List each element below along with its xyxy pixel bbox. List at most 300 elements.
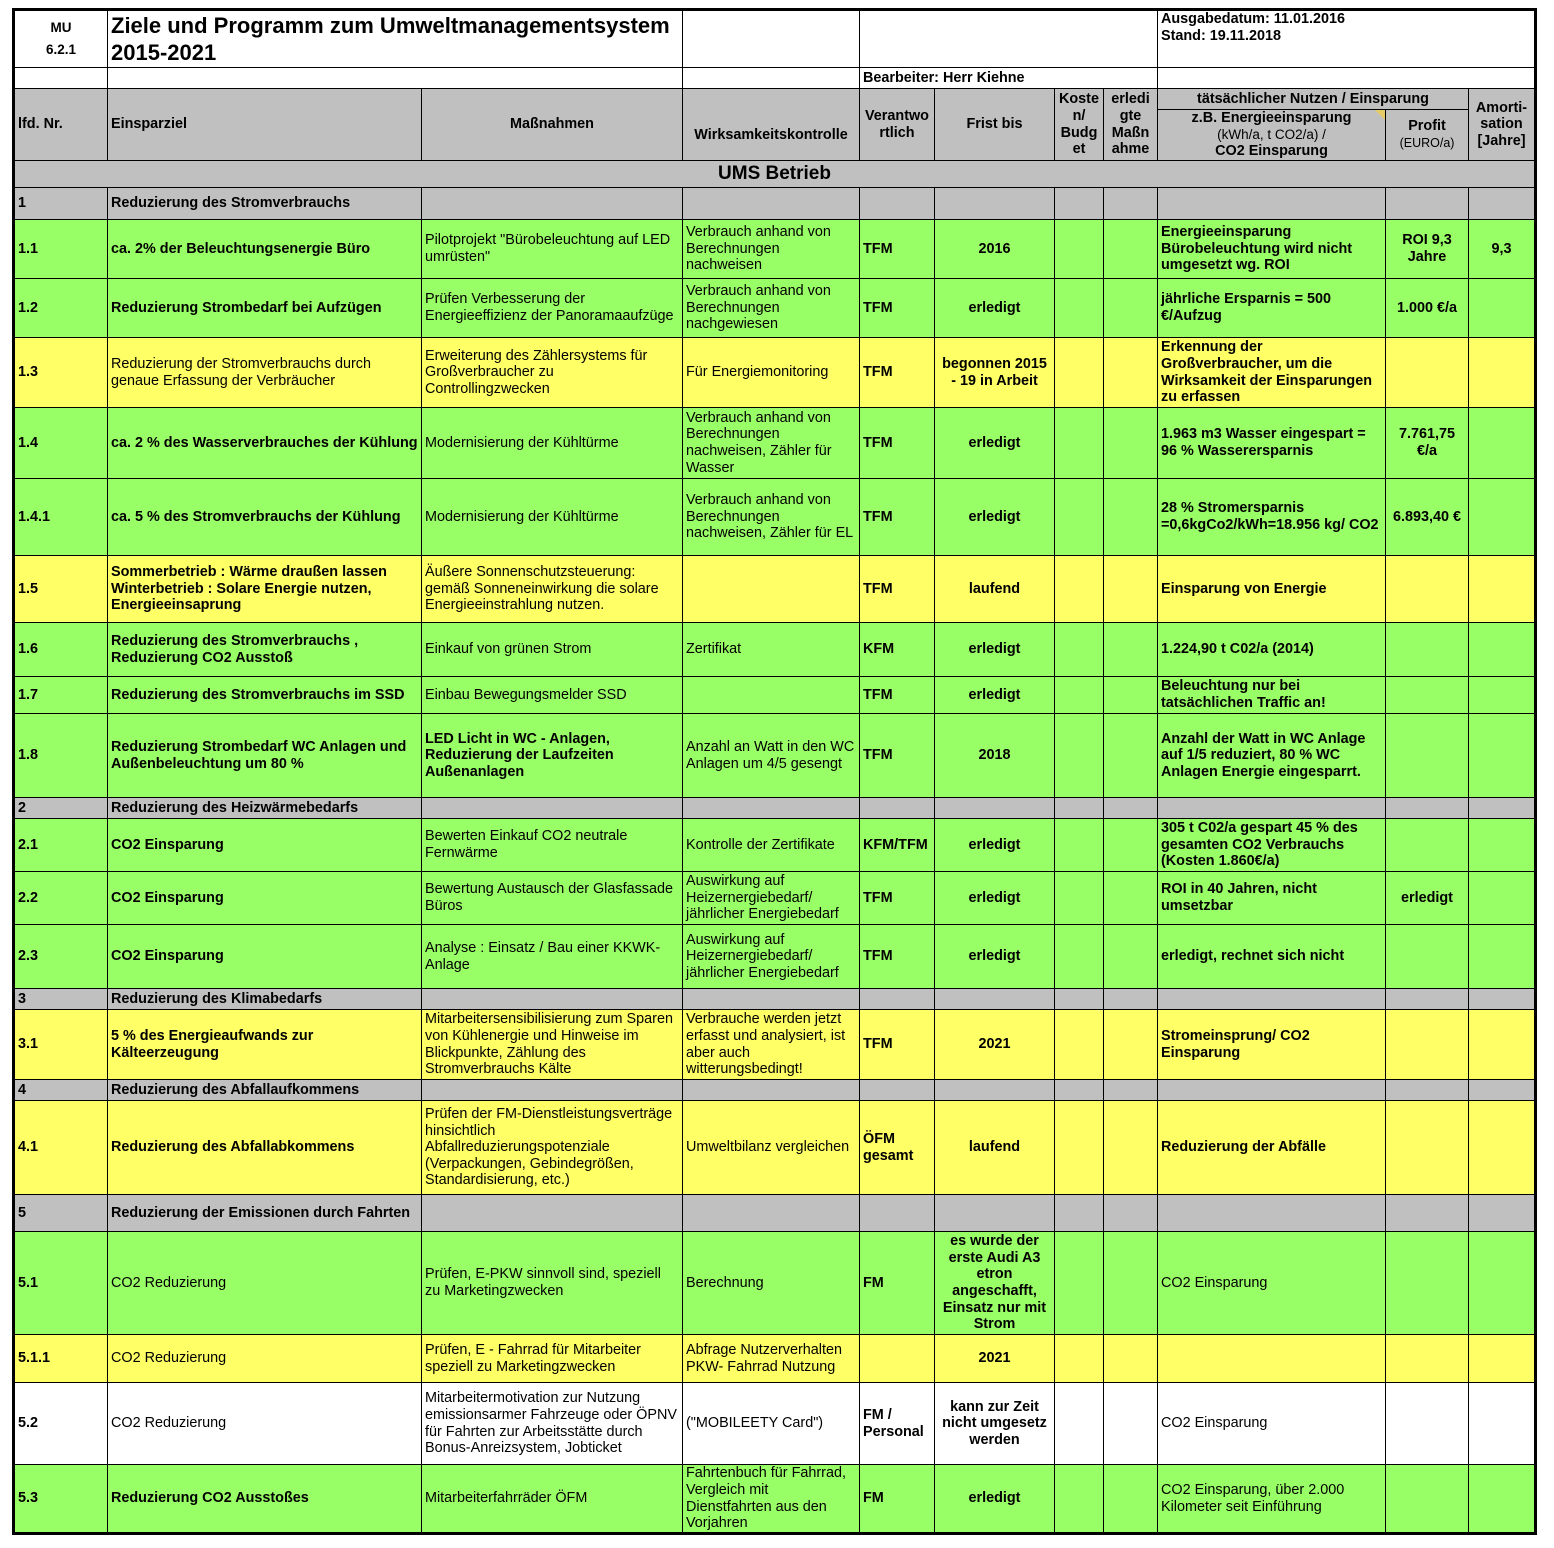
empty-cell <box>683 989 860 1010</box>
benefit-cell: 28 % Stromersparnis =0,6kgCo2/kWh=18.956 kg/ CO2 <box>1158 479 1386 556</box>
goal-cell: CO2 Reduzierung <box>108 1335 422 1383</box>
row-number: 2.1 <box>14 819 108 872</box>
category-title: Reduzierung des Abfallaufkommens <box>108 1080 422 1101</box>
deadline-cell: erledigt <box>935 819 1055 872</box>
benefit-cell: CO2 Einsparung <box>1158 1383 1386 1465</box>
amortisation-cell <box>1469 677 1536 714</box>
row-number: 1.4.1 <box>14 479 108 556</box>
done-cell <box>1104 677 1158 714</box>
cost-cell <box>1055 556 1104 623</box>
done-cell <box>1104 1335 1158 1383</box>
measure-cell: Mitarbeiterfahrräder ÖFM <box>422 1465 683 1534</box>
cost-cell <box>1055 1101 1104 1195</box>
control-cell: Abfrage Nutzerverhalten PKW- Fahrrad Nutzung <box>683 1335 860 1383</box>
benefit-cell: Erkennung der Großverbraucher, um die Wirksamkeit der Einsparungen zu erfassen <box>1158 338 1386 408</box>
empty-cell <box>1158 188 1386 220</box>
control-cell: Kontrolle der Zertifikate <box>683 819 860 872</box>
empty-cell <box>935 1080 1055 1101</box>
empty-cell <box>1104 798 1158 819</box>
empty-cell <box>422 1080 683 1101</box>
amortisation-cell <box>1469 1232 1536 1335</box>
measure-cell: Einbau Bewegungsmelder SSD <box>422 677 683 714</box>
empty-cell <box>1158 1080 1386 1101</box>
measure-cell: Mitarbeitermotivation zur Nutzung emissionsarmer Fahrzeuge oder ÖPNV für Fahrten zur Arbeitsstätte durch Bonus-Anreizsystem, Jobticket <box>422 1383 683 1465</box>
category-row <box>14 188 1536 220</box>
benefit-cell: Beleuchtung nur bei tatsächlichen Traffic an! <box>1158 677 1386 714</box>
responsible-cell: FM / Personal <box>860 1383 935 1465</box>
empty-cell <box>1055 989 1104 1010</box>
category-title: Reduzierung des Heizwärmebedarfs <box>108 798 422 819</box>
deadline-cell: erledigt <box>935 479 1055 556</box>
responsible-cell: TFM <box>860 220 935 279</box>
category-row <box>14 1195 1536 1232</box>
row-number: 3.1 <box>14 1010 108 1080</box>
row-number: 5.3 <box>14 1465 108 1534</box>
empty-cell <box>1055 1080 1104 1101</box>
goal-cell: ca. 2% der Beleuchtungsenergie Büro <box>108 220 422 279</box>
revision-date: Stand: 19.11.2018 <box>1161 27 1281 44</box>
col-lfd: lfd. Nr. <box>14 89 108 161</box>
control-cell: Für Energiemonitoring <box>683 338 860 408</box>
control-cell: Umweltbilanz vergleichen <box>683 1101 860 1195</box>
cost-cell <box>1055 220 1104 279</box>
empty-cell <box>935 989 1055 1010</box>
col-nutzen <box>1158 110 1386 161</box>
goals-table <box>12 8 1537 1535</box>
done-cell <box>1104 479 1158 556</box>
responsible-cell <box>860 1335 935 1383</box>
responsible-cell: TFM <box>860 714 935 798</box>
responsible-cell: TFM <box>860 479 935 556</box>
deadline-cell: begonnen 2015 - 19 in Arbeit <box>935 338 1055 408</box>
control-cell <box>683 677 860 714</box>
benefit-cell: CO2 Einsparung <box>1158 1232 1386 1335</box>
empty-cell <box>1469 1195 1536 1232</box>
goal-cell: Reduzierung Strombedarf WC Anlagen und Außenbeleuchtung um 80 % <box>108 714 422 798</box>
done-cell <box>1104 556 1158 623</box>
done-cell <box>1104 925 1158 989</box>
profit-cell: ROI 9,3 Jahre <box>1386 220 1469 279</box>
row-number: 1 <box>14 188 108 220</box>
amortisation-cell <box>1469 1335 1536 1383</box>
table-row <box>14 677 1536 714</box>
category-title: Reduzierung des Klimabedarfs <box>108 989 422 1010</box>
row-number: 5.2 <box>14 1383 108 1465</box>
profit-cell <box>1386 338 1469 408</box>
done-cell <box>1104 1232 1158 1335</box>
amortisation-cell: 9,3 <box>1469 220 1536 279</box>
control-cell: Auswirkung auf Heizernergiebedarf/ jährlicher Energiebedarf <box>683 872 860 925</box>
empty-cell <box>935 798 1055 819</box>
row-number: 5.1 <box>14 1232 108 1335</box>
section-row <box>14 161 1536 188</box>
deadline-cell: erledigt <box>935 677 1055 714</box>
done-cell <box>1104 819 1158 872</box>
category-title: Reduzierung der Emissionen durch Fahrten <box>108 1195 422 1232</box>
table-row <box>14 1010 1536 1080</box>
empty-cell <box>1104 188 1158 220</box>
table-row <box>14 1232 1536 1335</box>
amortisation-cell <box>1469 872 1536 925</box>
header-empty-1 <box>683 10 860 68</box>
section-title: UMS Betrieb <box>14 161 1536 188</box>
doc-code-line1: MU <box>50 20 72 35</box>
goal-cell: Reduzierung Strombedarf bei Aufzügen <box>108 279 422 338</box>
doc-code <box>14 10 108 68</box>
profit-cell <box>1386 623 1469 677</box>
table-row <box>14 479 1536 556</box>
category-title: Reduzierung des Stromverbrauchs <box>108 188 422 220</box>
deadline-cell: erledigt <box>935 872 1055 925</box>
done-cell <box>1104 408 1158 479</box>
empty-cell <box>1386 989 1469 1010</box>
benefit-cell: 1.963 m3 Wasser eingespart = 96 % Wasserersparnis <box>1158 408 1386 479</box>
col-profit-label: Profit <box>1408 118 1446 135</box>
empty-cell <box>1469 989 1536 1010</box>
goal-cell: 5 % des Energieaufwands zur Kälteerzeugung <box>108 1010 422 1080</box>
empty-cell <box>1386 798 1469 819</box>
amortisation-cell <box>1469 479 1536 556</box>
control-cell: Auswirkung auf Heizernergiebedarf/ jährlicher Energiebedarf <box>683 925 860 989</box>
benefit-cell: erledigt, rechnet sich nicht <box>1158 925 1386 989</box>
control-cell: Berechnung <box>683 1232 860 1335</box>
table-row <box>14 714 1536 798</box>
profit-cell <box>1386 677 1469 714</box>
empty-cell <box>1104 1195 1158 1232</box>
empty-cell <box>1104 1080 1158 1101</box>
row-number: 1.5 <box>14 556 108 623</box>
empty-cell <box>422 188 683 220</box>
done-cell <box>1104 220 1158 279</box>
empty-cell <box>1386 1080 1469 1101</box>
col-nutzen-co2: CO2 Einsparung <box>1215 143 1328 160</box>
row-number: 1.2 <box>14 279 108 338</box>
profit-cell: 7.761,75 €/a <box>1386 408 1469 479</box>
goal-cell: CO2 Einsparung <box>108 819 422 872</box>
measure-cell: Analyse : Einsatz / Bau einer KKWK-Anlage <box>422 925 683 989</box>
category-row <box>14 798 1536 819</box>
table-row <box>14 1383 1536 1465</box>
amortisation-cell <box>1469 819 1536 872</box>
empty-cell <box>683 1080 860 1101</box>
control-cell: Verbrauch anhand von Berechnungen nachweisen <box>683 220 860 279</box>
benefit-cell: ROI in 40 Jahren, nicht umsetzbar <box>1158 872 1386 925</box>
responsible-cell: TFM <box>860 408 935 479</box>
profit-cell: 1.000 €/a <box>1386 279 1469 338</box>
row-number: 1.1 <box>14 220 108 279</box>
row-number: 2 <box>14 798 108 819</box>
table-row <box>14 623 1536 677</box>
empty-cell <box>422 1195 683 1232</box>
deadline-cell: laufend <box>935 1101 1055 1195</box>
goal-cell: Reduzierung der Stromverbrauchs durch genaue Erfassung der Verbräucher <box>108 338 422 408</box>
empty-cell <box>860 989 935 1010</box>
issue-date: Ausgabedatum: 11.01.2016 <box>1161 11 1345 27</box>
row-number: 3 <box>14 989 108 1010</box>
amortisation-cell <box>1469 1010 1536 1080</box>
col-nutzen-unit: (kWh/a, t CO2/a) / <box>1217 126 1326 142</box>
empty-cell <box>1469 798 1536 819</box>
done-cell <box>1104 623 1158 677</box>
responsible-cell: TFM <box>860 872 935 925</box>
row-number: 2.2 <box>14 872 108 925</box>
done-cell <box>1104 1383 1158 1465</box>
row-number: 1.3 <box>14 338 108 408</box>
cost-cell <box>1055 925 1104 989</box>
empty-cell <box>1158 989 1386 1010</box>
measure-cell: Pilotprojekt "Bürobeleuchtung auf LED umrüsten" <box>422 220 683 279</box>
col-kosten: Koste n/ Budg et <box>1055 89 1104 161</box>
deadline-cell: kann zur Zeit nicht umgesetz werden <box>935 1383 1055 1465</box>
table-row <box>14 408 1536 479</box>
deadline-cell: 2021 <box>935 1335 1055 1383</box>
done-cell <box>1104 1010 1158 1080</box>
cost-cell <box>1055 714 1104 798</box>
deadline-cell: es wurde der erste Audi A3 etron angeschafft, Einsatz nur mit Strom <box>935 1232 1055 1335</box>
deadline-cell: laufend <box>935 556 1055 623</box>
table-row <box>14 819 1536 872</box>
profit-cell <box>1386 819 1469 872</box>
measure-cell: Einkauf von grünen Strom <box>422 623 683 677</box>
done-cell <box>1104 1465 1158 1534</box>
measure-cell: Prüfen Verbesserung der Energieeffizienz der Panoramaaufzüge <box>422 279 683 338</box>
amortisation-cell <box>1469 1383 1536 1465</box>
row-number: 4 <box>14 1080 108 1101</box>
benefit-cell: CO2 Einsparung, über 2.000 Kilometer seit Einführung <box>1158 1465 1386 1534</box>
document-title: Ziele und Programm zum Umweltmanagementsystem 2015-2021 <box>108 10 683 68</box>
profit-cell <box>1386 1232 1469 1335</box>
cost-cell <box>1055 1232 1104 1335</box>
amortisation-cell <box>1469 925 1536 989</box>
responsible-cell: TFM <box>860 677 935 714</box>
done-cell <box>1104 338 1158 408</box>
measure-cell: Prüfen, E-PKW sinnvoll sind, speziell zu Marketingzwecken <box>422 1232 683 1335</box>
responsible-cell: TFM <box>860 1010 935 1080</box>
measure-cell: Erweiterung des Zählersystems für Großverbraucher zu Controllingzwecken <box>422 338 683 408</box>
col-frist: Frist bis <box>935 89 1055 161</box>
benefit-cell: Anzahl der Watt in WC Anlage auf 1/5 reduziert, 80 % WC Anlagen Energie eingesparrt. <box>1158 714 1386 798</box>
empty-cell <box>1469 188 1536 220</box>
done-cell <box>1104 872 1158 925</box>
deadline-cell: 2021 <box>935 1010 1055 1080</box>
control-cell: Verbrauche werden jetzt erfasst und analysiert, ist aber auch witterungsbedingt! <box>683 1010 860 1080</box>
row-number: 5.1.1 <box>14 1335 108 1383</box>
measure-cell: Bewerten Einkauf CO2 neutrale Fernwärme <box>422 819 683 872</box>
control-cell <box>683 556 860 623</box>
control-cell: Zertifikat <box>683 623 860 677</box>
benefit-cell: Energieeinsparung Bürobeleuchtung wird nicht umgesetzt wg. ROI <box>1158 220 1386 279</box>
control-cell: Anzahl an Watt in den WC Anlagen um 4/5 gesengt <box>683 714 860 798</box>
responsible-cell: TFM <box>860 556 935 623</box>
table-row <box>14 1335 1536 1383</box>
deadline-cell: erledigt <box>935 408 1055 479</box>
empty-cell <box>683 188 860 220</box>
table-row <box>14 872 1536 925</box>
amortisation-cell <box>1469 556 1536 623</box>
goal-cell: ca. 5 % des Stromverbrauchs der Kühlung <box>108 479 422 556</box>
responsible-cell: TFM <box>860 925 935 989</box>
col-profit <box>1386 110 1469 161</box>
profit-cell: erledigt <box>1386 872 1469 925</box>
cost-cell <box>1055 1383 1104 1465</box>
goal-cell: Reduzierung CO2 Ausstoßes <box>108 1465 422 1534</box>
empty-cell <box>422 989 683 1010</box>
measure-cell: LED Licht in WC - Anlagen, Reduzierung der Laufzeiten Außenanlagen <box>422 714 683 798</box>
control-cell: Verbrauch anhand von Berechnungen nachgewiesen <box>683 279 860 338</box>
empty-cell <box>683 1195 860 1232</box>
amortisation-cell <box>1469 714 1536 798</box>
row-number: 1.6 <box>14 623 108 677</box>
doc-header-row <box>14 10 1536 68</box>
profit-cell <box>1386 1465 1469 1534</box>
col-profit-unit: (EURO/a) <box>1399 136 1455 150</box>
goal-cell: CO2 Einsparung <box>108 872 422 925</box>
empty-cell <box>1386 1195 1469 1232</box>
done-cell <box>1104 279 1158 338</box>
responsible-cell: FM <box>860 1232 935 1335</box>
responsible-cell: TFM <box>860 338 935 408</box>
table-row <box>14 279 1536 338</box>
row-number: 5 <box>14 1195 108 1232</box>
measure-cell: Prüfen der FM-Dienstleistungsverträge hinsichtlich Abfallreduzierungspotenziale (Verpackungen, Gebindegrößen, Standardisierung, etc.) <box>422 1101 683 1195</box>
doc-code-line2: 6.2.1 <box>45 42 77 57</box>
control-cell: ("MOBILEETY Card") <box>683 1383 860 1465</box>
cost-cell <box>1055 819 1104 872</box>
category-row <box>14 989 1536 1010</box>
goal-cell: ca. 2 % des Wasserverbrauches der Kühlung <box>108 408 422 479</box>
done-cell <box>1104 714 1158 798</box>
empty-cell <box>1104 989 1158 1010</box>
profit-cell <box>1386 925 1469 989</box>
header-empty-2 <box>860 10 1158 68</box>
cost-cell <box>1055 1335 1104 1383</box>
empty-cell <box>1386 188 1469 220</box>
issue-info <box>1158 10 1536 68</box>
col-verantwortlich: Verantwo rtlich <box>860 89 935 161</box>
cost-cell <box>1055 1465 1104 1534</box>
empty-cell <box>935 188 1055 220</box>
measure-cell: Modernisierung der Kühltürme <box>422 408 683 479</box>
editor-row <box>14 68 1536 89</box>
empty-cell <box>1055 188 1104 220</box>
cost-cell <box>1055 279 1104 338</box>
empty-cell <box>1158 798 1386 819</box>
col-erledigt: erledi gte Maßn ahme <box>1104 89 1158 161</box>
deadline-cell: 2018 <box>935 714 1055 798</box>
goal-cell: CO2 Reduzierung <box>108 1232 422 1335</box>
responsible-cell: ÖFM gesamt <box>860 1101 935 1195</box>
deadline-cell: erledigt <box>935 1465 1055 1534</box>
goal-cell: Reduzierung des Stromverbrauchs , Reduzierung CO2 Ausstoß <box>108 623 422 677</box>
cost-cell <box>1055 479 1104 556</box>
row-number: 2.3 <box>14 925 108 989</box>
empty-cell <box>422 798 683 819</box>
col-wirksamkeit: Wirksamkeitskontrolle <box>683 89 860 161</box>
responsible-cell: KFM <box>860 623 935 677</box>
column-header-row-1 <box>14 89 1536 110</box>
empty-cell <box>1158 1195 1386 1232</box>
cost-cell <box>1055 1010 1104 1080</box>
col-nutzen-sub: z.B. Energieeinsparung <box>1191 110 1352 127</box>
profit-cell: 6.893,40 € <box>1386 479 1469 556</box>
row-number: 1.8 <box>14 714 108 798</box>
col-amortisation: Amorti- sation [Jahre] <box>1469 89 1536 161</box>
benefit-cell: jährliche Ersparnis = 500 €/Aufzug <box>1158 279 1386 338</box>
empty-cell <box>860 188 935 220</box>
table-row <box>14 556 1536 623</box>
amortisation-cell <box>1469 623 1536 677</box>
table-row <box>14 925 1536 989</box>
control-cell: Fahrtenbuch für Fahrrad, Vergleich mit Dienstfahrten aus den Vorjahren <box>683 1465 860 1534</box>
amortisation-cell <box>1469 279 1536 338</box>
profit-cell <box>1386 556 1469 623</box>
deadline-cell: erledigt <box>935 925 1055 989</box>
goal-cell: Sommerbetrieb : Wärme draußen lassen Winterbetrieb : Solare Energie nutzen, Energieeinsaprung <box>108 556 422 623</box>
done-cell <box>1104 1101 1158 1195</box>
amortisation-cell <box>1469 338 1536 408</box>
responsible-cell: TFM <box>860 279 935 338</box>
profit-cell <box>1386 1383 1469 1465</box>
measure-cell: Mitarbeitersensibilisierung zum Sparen von Kühlenergie und Hinweise im Blickpunkte, Zählung des Stromverbrauchs Kälte <box>422 1010 683 1080</box>
cost-cell <box>1055 408 1104 479</box>
measure-cell: Äußere Sonnenschutzsteuerung: gemäß Sonneneinwirkung die solare Energieeinstrahlung nutzen. <box>422 556 683 623</box>
empty-cell <box>935 1195 1055 1232</box>
profit-cell <box>1386 1101 1469 1195</box>
col-massnahmen: Maßnahmen <box>422 89 683 161</box>
benefit-cell: Reduzierung der Abfälle <box>1158 1101 1386 1195</box>
cost-cell <box>1055 623 1104 677</box>
benefit-cell: 305 t C02/a gespart 45 % des gesamten CO2 Verbrauchs (Kosten 1.860€/a) <box>1158 819 1386 872</box>
cost-cell <box>1055 872 1104 925</box>
empty-cell <box>683 798 860 819</box>
col-nutzen-group: tätsächlicher Nutzen / Einsparung <box>1158 89 1469 110</box>
cost-cell <box>1055 677 1104 714</box>
col-einsparziel: Einsparziel <box>108 89 422 161</box>
control-cell: Verbrauch anhand von Berechnungen nachweisen, Zähler für EL <box>683 479 860 556</box>
goal-cell: Reduzierung des Abfallabkommens <box>108 1101 422 1195</box>
goal-cell: CO2 Reduzierung <box>108 1383 422 1465</box>
deadline-cell: erledigt <box>935 279 1055 338</box>
empty-cell <box>1055 798 1104 819</box>
amortisation-cell <box>1469 408 1536 479</box>
profit-cell <box>1386 1010 1469 1080</box>
table-row <box>14 338 1536 408</box>
benefit-cell <box>1158 1335 1386 1383</box>
empty-cell <box>860 798 935 819</box>
amortisation-cell <box>1469 1101 1536 1195</box>
empty-cell <box>860 1080 935 1101</box>
cost-cell <box>1055 338 1104 408</box>
deadline-cell: 2016 <box>935 220 1055 279</box>
table-row <box>14 1101 1536 1195</box>
measure-cell: Bewertung Austausch der Glasfassade Büros <box>422 872 683 925</box>
table-row <box>14 1465 1536 1534</box>
empty-cell <box>1469 1080 1536 1101</box>
measure-cell: Prüfen, E - Fahrrad für Mitarbeiter speziell zu Marketingzwecken <box>422 1335 683 1383</box>
amortisation-cell <box>1469 1465 1536 1534</box>
responsible-cell: FM <box>860 1465 935 1534</box>
row-number: 4.1 <box>14 1101 108 1195</box>
table-row <box>14 220 1536 279</box>
row-number: 1.4 <box>14 408 108 479</box>
empty-cell <box>860 1195 935 1232</box>
responsible-cell: KFM/TFM <box>860 819 935 872</box>
goal-cell: CO2 Einsparung <box>108 925 422 989</box>
measure-cell: Modernisierung der Kühltürme <box>422 479 683 556</box>
empty-cell <box>1055 1195 1104 1232</box>
category-row <box>14 1080 1536 1101</box>
benefit-cell: Einsparung von Energie <box>1158 556 1386 623</box>
